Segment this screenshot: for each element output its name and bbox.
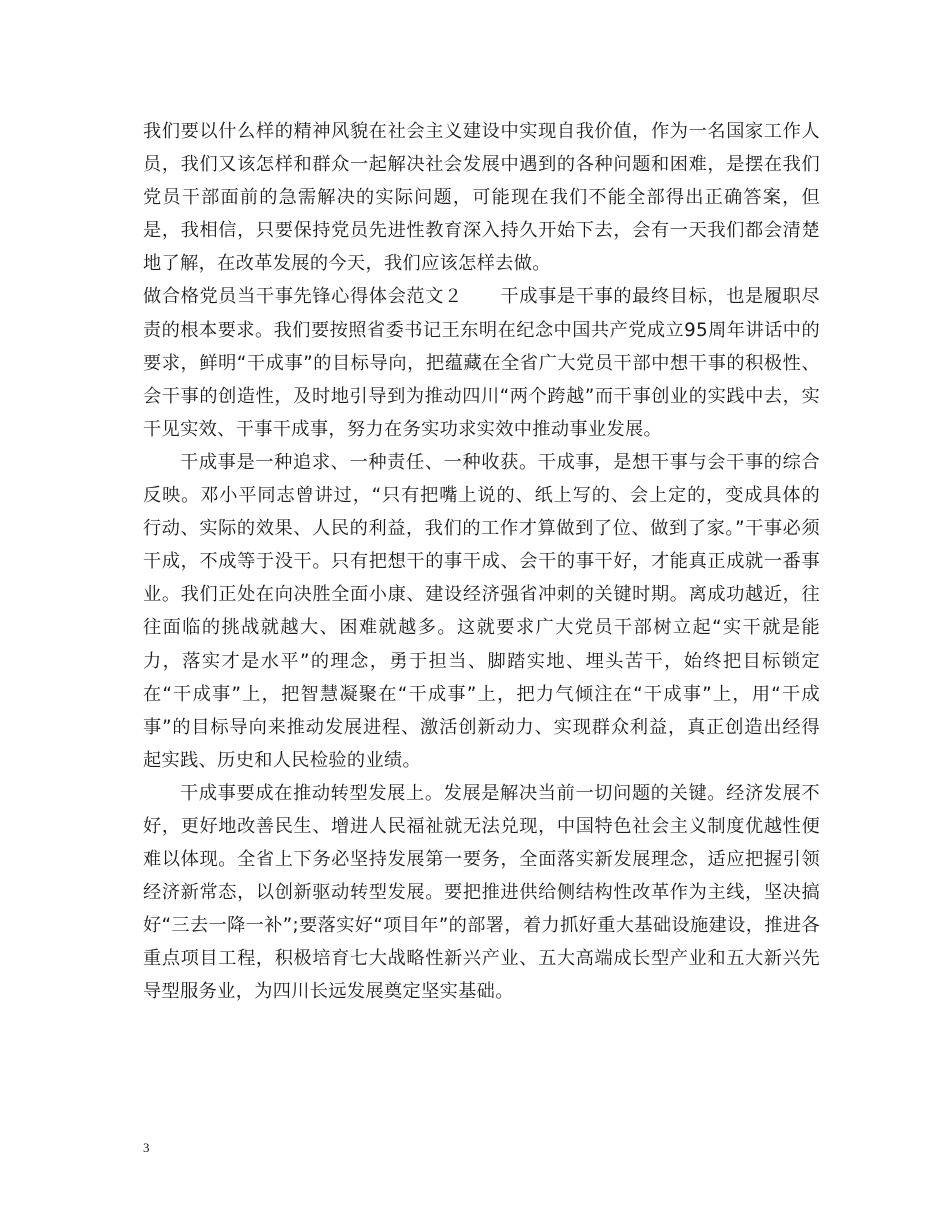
paragraph-1-text: 我们要以什么样的精神风貌在社会主义建设中实现自我价值，作为一名国家工作人员，我们又该怎样和群众一起解决社会发展中遇到的各种问题和困难，是摆在我们党员干部面前的急需解决的实际问题，可能现在我们不能全部得出正确答案，但是，我相信，只要保持党员先进性教育深入持久开始下去，会有一天我们都会清楚地了解，在改革发展的今天，我们应该怎样去做。 (143, 121, 820, 275)
paragraph-3 (143, 446, 820, 777)
paragraph-4-text: 干成事要成在推动转型发展上。发展是解决当前一切问题的关键。经济发展不好，更好地改善民生、增进人民福祉就无法兑现，中国特色社会主义制度优越性便难以体现。全省上下务必坚持发展第一要务，全面落实新发展理念，适应把握引领经济新常态，以创新驱动转型发展。要把推进供给侧结构性改革作为主线，坚决搞好“三去一降一补”;要落实好“项目年”的部署，着力抓好重大基础设施建设，推进各重点项目工程，积极培育七大战略性新兴产业、五大高端成长型产业和五大新兴先导型服务业，为四川长远发展奠定坚实基础。 (143, 782, 820, 1003)
heading-spacer (463, 286, 501, 307)
section-heading: 做合格党员当干事先锋心得体会范文２ (143, 286, 463, 308)
paragraph-3-text: 干成事是一种追求、一种责任、一种收获。干成事，是想干事与会干事的综合反映。邓小平同志曾讲过，“只有把嘴上说的、纸上写的、会上定的，变成具体的行动、实际的效果、人民的利益，我们的工作才算做到了位、做到了家。”干事必须干成，不成等于没干。只有把想干的事干成、会干的事干好，才能真正成就一番事业。我们正处在向决胜全面小康、建设经济强省冲刺的关键时期。离成功越近，往往面临的挑战就越大、困难就越多。这就要求广大党员干部树立起“实干就是能力，落实才是水平”的理念，勇于担当、脚踏实地、埋头苦干，始终把目标锁定在“干成事”上，把智慧凝聚在“干成事”上，把力气倾注在“干成事”上，用“干成事”的目标导向来推动发展进程、激活创新动力、实现群众利益，真正创造出经得起实践、历史和人民检验的业绩。 (143, 451, 820, 771)
document-body (143, 115, 820, 1009)
paragraph-2 (143, 280, 820, 445)
page-number: 3 (143, 1140, 150, 1155)
paragraph-1 (143, 115, 820, 280)
paragraph-4 (143, 777, 820, 1009)
paragraph-2-text: 干成事是干事的最终目标，也是履职尽责的根本要求。我们要按照省委书记王东明在纪念中国共产党成立95周年讲话中的要求，鲜明“干成事”的目标导向，把蕴藏在全省广大党员干部中想干事的积极性、会干事的创造性，及时地引导到为推动四川“两个跨越”而干事创业的实践中去，实干见实效、干事干成事，努力在务实功求实效中推动事业发展。 (143, 286, 821, 440)
